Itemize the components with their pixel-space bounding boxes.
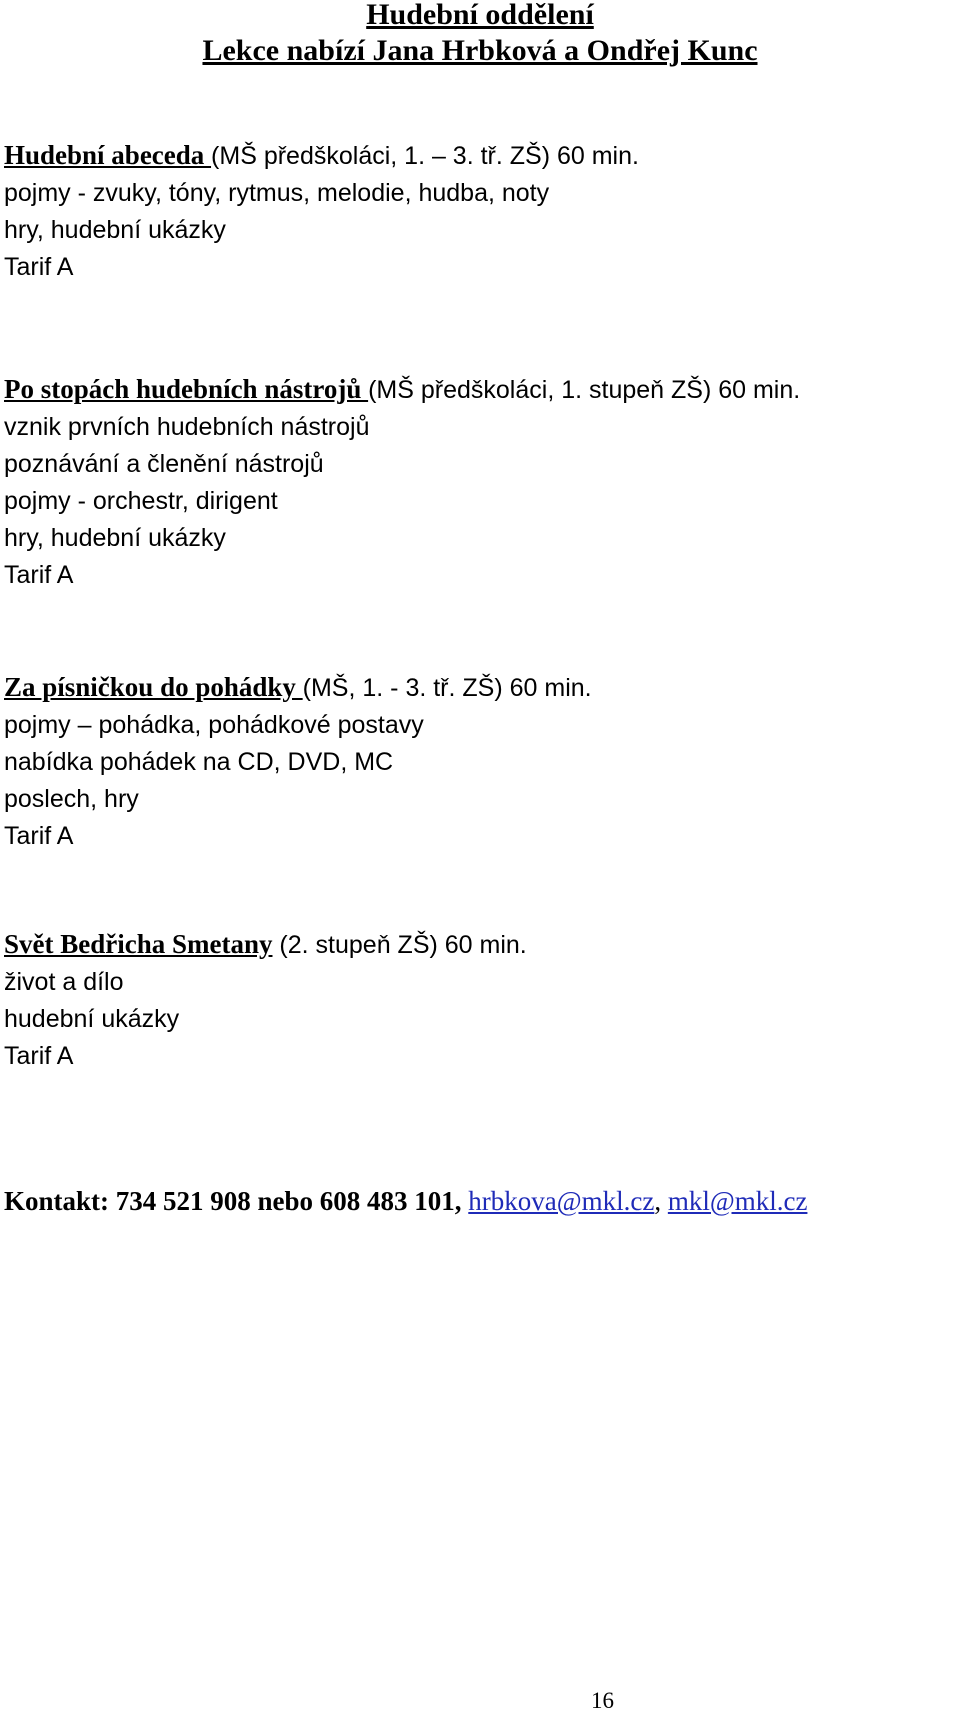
course-topic: pojmy - orchestr, dirigent xyxy=(4,487,278,515)
contact-label: Kontakt: 734 521 908 nebo 608 483 101, xyxy=(4,1186,469,1216)
course-topic: hudební ukázky xyxy=(4,1005,180,1033)
contact-line xyxy=(4,1183,807,1219)
course-heading xyxy=(4,371,960,409)
contact-separator: , xyxy=(654,1186,668,1216)
email-link-mkl[interactable]: mkl@mkl.cz xyxy=(667,1186,808,1216)
course-title: Hudební abeceda xyxy=(4,140,212,170)
course-section xyxy=(4,926,960,1075)
course-heading xyxy=(4,669,960,707)
course-audience: (MŠ předškoláci, 1. – 3. tř. ZŠ) 60 min. xyxy=(211,142,639,170)
course-section xyxy=(4,669,960,855)
course-topic: pojmy - zvuky, tóny, rytmus, melodie, hudba, noty xyxy=(4,179,550,207)
course-heading xyxy=(4,926,960,964)
course-tarif: Tarif A xyxy=(4,561,74,589)
course-topic: pojmy – pohádka, pohádkové postavy xyxy=(4,711,424,739)
course-topic: poslech, hry xyxy=(4,785,139,813)
course-audience: (MŠ, 1. - 3. tř. ZŠ) 60 min. xyxy=(302,674,592,702)
page-number: 16 xyxy=(591,1688,614,1713)
course-tarif: Tarif A xyxy=(4,253,74,281)
email-link-hrbkova[interactable]: hrbkova@mkl.cz xyxy=(468,1186,655,1216)
course-title: Za písničkou do pohádky xyxy=(4,672,303,702)
course-section xyxy=(4,137,960,286)
course-topic: hry, hudební ukázky xyxy=(4,524,226,552)
course-topic: život a dílo xyxy=(4,968,124,996)
course-topic: poznávání a členění nástrojů xyxy=(4,450,324,478)
course-audience: (MŠ předškoláci, 1. stupeň ZŠ) 60 min. xyxy=(368,376,801,404)
course-title: Svět Bedřicha Smetany xyxy=(4,929,273,959)
course-topic: vznik prvních hudebních nástrojů xyxy=(4,413,370,441)
page-header xyxy=(0,0,960,69)
course-section xyxy=(4,371,960,594)
course-tarif: Tarif A xyxy=(4,822,74,850)
course-heading xyxy=(4,137,960,175)
course-title: Po stopách hudebních nástrojů xyxy=(4,374,369,404)
course-tarif: Tarif A xyxy=(4,1042,74,1070)
department-title: Hudební oddělení xyxy=(366,0,594,31)
course-topic: nabídka pohádek na CD, DVD, MC xyxy=(4,748,394,776)
course-topic: hry, hudební ukázky xyxy=(4,216,226,244)
lecturers-title: Lekce nabízí Jana Hrbková a Ondřej Kunc xyxy=(202,34,758,67)
course-audience: (2. stupeň ZŠ) 60 min. xyxy=(272,931,527,959)
